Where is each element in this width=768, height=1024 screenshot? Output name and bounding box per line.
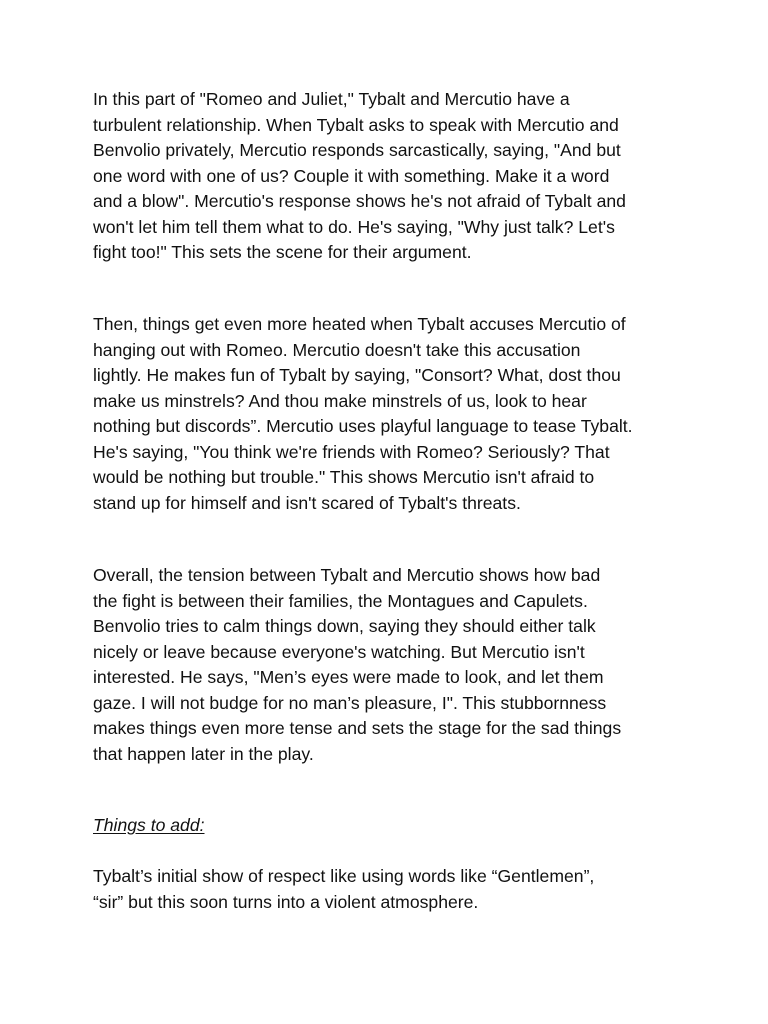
text-line: that happen later in the play. (93, 743, 314, 764)
paragraph-tybalt-mercutio-relationship (93, 87, 693, 266)
text-line: the fight is between their families, the Montagues and Capulets. (93, 590, 588, 611)
text-line: nothing but discords”. Mercutio uses playful language to tease Tybalt. (93, 416, 633, 436)
text-line: lightly. He makes fun of Tybalt by saying, "Consort? What, dost thou (93, 365, 621, 385)
paragraph-consort-accusation (93, 312, 693, 516)
paragraph-overall-tension (93, 563, 693, 767)
text-line: interested. He says, "Men’s eyes were made to look, and let them (93, 667, 604, 687)
text-line: stand up for himself and isn't scared of Tybalt's threats. (93, 492, 521, 513)
text-line: He's saying, "You think we're friends with Romeo? Seriously? That (93, 441, 610, 462)
things-to-add-heading: Things to add: (93, 815, 205, 835)
text-line: hanging out with Romeo. Mercutio doesn't take this accusation (93, 339, 581, 360)
text-line: turbulent relationship. When Tybalt asks to speak with Mercutio and (93, 114, 619, 135)
text-line: Then, things get even more heated when Tybalt accuses Mercutio of (93, 314, 626, 334)
text-line: would be nothing but trouble." This shows Mercutio isn't afraid to (93, 467, 595, 487)
text-line: and a blow". Mercutio's response shows he's not afraid of Tybalt and (93, 191, 626, 211)
text-line: fight too!" This sets the scene for their argument. (93, 242, 472, 262)
text-line: “sir” but this soon turns into a violent atmosphere. (93, 891, 479, 912)
paragraph-note-respect (93, 864, 693, 915)
text-line: make us minstrels? And thou make minstrels of us, look to hear (93, 390, 587, 411)
text-line: In this part of "Romeo and Juliet," Tybalt and Mercutio have a (93, 89, 570, 109)
text-line: Benvolio tries to calm things down, saying they should either talk (93, 616, 596, 636)
text-line: gaze. I will not budge for no man’s pleasure, I". This stubbornness (93, 692, 607, 713)
text-line: won't let him tell them what to do. He's saying, "Why just talk? Let's (93, 216, 615, 237)
text-line: makes things even more tense and sets the stage for the sad things (93, 718, 622, 738)
text-line: one word with one of us? Couple it with something. Make it a word (93, 165, 610, 186)
text-line: Benvolio privately, Mercutio responds sarcastically, saying, "And but (93, 140, 621, 160)
text-line: Tybalt’s initial show of respect like using words like “Gentlemen”, (93, 866, 595, 886)
things-to-add-heading-block (93, 813, 693, 839)
text-line: Overall, the tension between Tybalt and Mercutio shows how bad (93, 565, 601, 585)
text-line: nicely or leave because everyone's watching. But Mercutio isn't (93, 641, 585, 662)
